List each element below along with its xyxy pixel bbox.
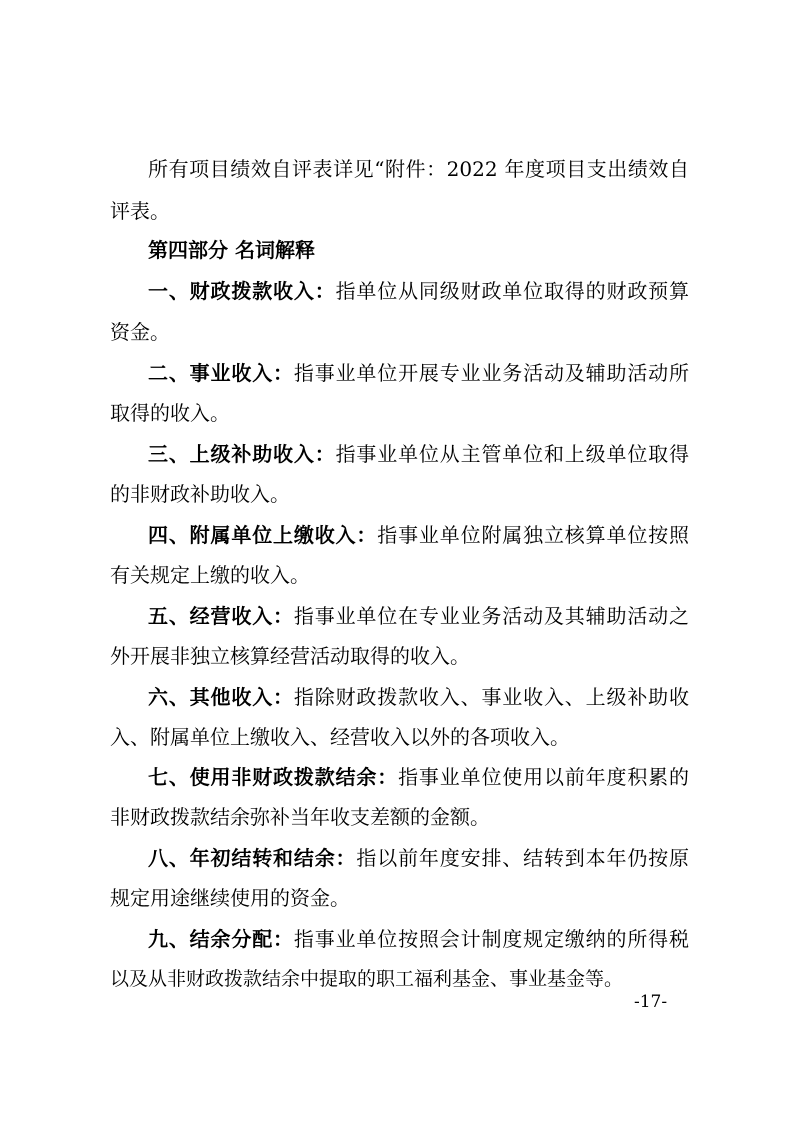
term-definition: 指事业单位使用以前年度积累的 bbox=[398, 765, 690, 789]
page-number: -17- bbox=[634, 992, 668, 1012]
term-line-1 bbox=[148, 765, 689, 789]
intro-line-2: 评表。 bbox=[110, 199, 170, 223]
term-label: 六、其他收入： bbox=[148, 685, 294, 709]
term-line-1 bbox=[148, 927, 689, 951]
intro-line-1: 所有项目绩效自评表详见“附件：2022 年度项目支出绩效自 bbox=[148, 157, 689, 181]
term-continuation: 以及从非财政拨款结余中提取的职工福利基金、事业基金等。 bbox=[110, 968, 624, 990]
term-continuation: 非财政拨款结余弥补当年收支差额的金额。 bbox=[110, 805, 490, 829]
term-label: 九、结余分配： bbox=[148, 927, 294, 951]
term-definition: 指事业单位从主管单位和上级单位取得 bbox=[335, 442, 690, 466]
term-line-1 bbox=[148, 279, 689, 303]
term-line-1 bbox=[148, 846, 689, 870]
term-continuation: 规定用途继续使用的资金。 bbox=[110, 886, 350, 910]
term-line-1 bbox=[148, 361, 689, 385]
term-continuation: 有关规定上缴的收入。 bbox=[110, 563, 310, 587]
term-definition: 指以前年度安排、结转到本年仍按原 bbox=[356, 846, 690, 870]
term-label: 二、事业收入： bbox=[148, 361, 294, 385]
term-continuation: 的非财政补助收入。 bbox=[110, 482, 290, 506]
term-definition: 指除财政拨款收入、事业收入、上级补助收 bbox=[293, 685, 690, 709]
term-definition: 指单位从同级财政单位取得的财政预算 bbox=[335, 279, 690, 303]
term-definition: 指事业单位开展专业业务活动及辅助活动所 bbox=[293, 361, 690, 385]
section-heading: 第四部分 名词解释 bbox=[148, 238, 315, 262]
term-line-1 bbox=[148, 604, 689, 628]
term-continuation: 资金。 bbox=[110, 320, 170, 344]
term-label: 八、年初结转和结余： bbox=[148, 846, 357, 870]
term-definition: 指事业单位附属独立核算单位按照 bbox=[377, 523, 690, 547]
term-line-1 bbox=[148, 685, 689, 709]
term-continuation: 取得的收入。 bbox=[110, 401, 230, 425]
term-label: 五、经营收入： bbox=[148, 604, 294, 628]
term-label: 三、上级补助收入： bbox=[148, 442, 336, 466]
term-line-1 bbox=[148, 442, 689, 466]
term-line-1 bbox=[148, 523, 689, 547]
term-definition: 指事业单位在专业业务活动及其辅助活动之 bbox=[293, 604, 690, 628]
term-label: 七、使用非财政拨款结余： bbox=[148, 765, 399, 789]
term-continuation: 入、附属单位上缴收入、经营收入以外的各项收入。 bbox=[110, 725, 570, 749]
term-continuation: 外开展非独立核算经营活动取得的收入。 bbox=[110, 644, 470, 668]
term-definition: 指事业单位按照会计制度规定缴纳的所得税 bbox=[293, 927, 690, 951]
term-label: 一、财政拨款收入： bbox=[148, 279, 336, 303]
term-label: 四、附属单位上缴收入： bbox=[148, 523, 378, 547]
